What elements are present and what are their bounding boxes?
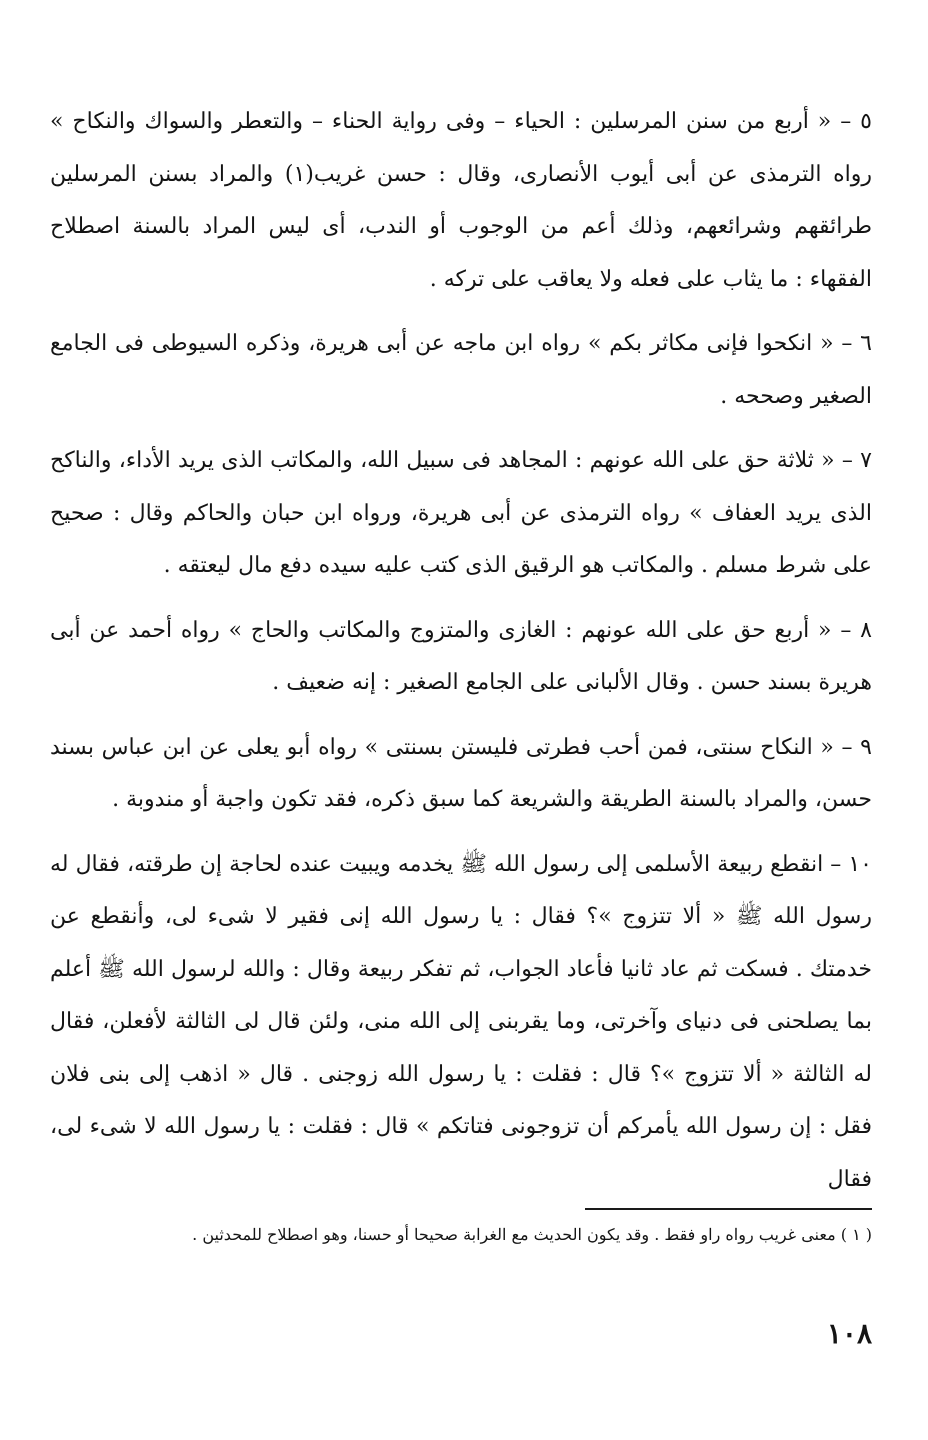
hadith-paragraph-6: ٦ – « انكحوا فإنى مكاثر بكم » رواه ابن ماجه عن أبى هريرة، وذكره السيوطى فى الجامع الصغير وصححه . [50,331,872,409]
main-text [50,96,872,1218]
hadith-paragraph-7: ٧ – « ثلاثة حق على الله عونهم : المجاهد فى سبيل الله، والمكاتب الذى يريد الأداء، والناكح الذى يريد العفاف » رواه الترمذى عن أبى هريرة، ورواه ابن حبان والحاكم وقال : صحيح على شرط مسلم . والمكاتب هو الرقيق الذى كتب عليه سيده دفع مال ليعتقه . [50,448,872,578]
hadith-paragraph-8: ٨ – « أربع حق على الله عونهم : الغازى والمتزوج والمكاتب والحاج » رواه أحمد عن أبى هريرة بسند حسن . وقال الألبانى على الجامع الصغير : إنه ضعيف . [50,617,872,695]
hadith-paragraph-10: ١٠ – انقطع ربيعة الأسلمى إلى رسول الله ﷺ يخدمه ويبيت عنده لحاجة إن طرقته، فقال له رسول الله ﷺ « ألا تتزوج »؟ فقال : يا رسول الله إنى فقير لا شىء لى، وأنقطع عن خدمتك . فسكت ثم عاد ثانيا فأعاد الجواب، ثم تفكر ربيعة وقال : والله لرسول الله ﷺ أعلم بما يصلحنى فى دنياى وآخرتى، وما يقربنى إلى الله منى، ولئن قال لى الثالثة لأفعلن، فقال له الثالثة « ألا تتزوج »؟ قال : فقلت : يا رسول الله زوجنى . قال « اذهب إلى بنى فلان فقل : إن رسول الله يأمركم أن تزوجونى فتاتكم » قال : فقلت : يا رسول الله لا شىء لى، فقال [50,851,872,1192]
hadith-paragraph-5: ٥ – « أربع من سنن المرسلين : الحياء – وفى رواية الحناء – والتعطر والسواك والنكاح » رواه الترمذى عن أبى أيوب الأنصارى، وقال : حسن غريب(١) والمراد بسنن المرسلين طرائقهم وشرائعهم، وذلك أعم من الوجوب أو الندب، أى ليس المراد بالسنة اصطلاح الفقهاء : ما يثاب على فعله ولا يعاقب على تركه . [50,109,872,292]
footnote-divider [585,1208,872,1210]
hadith-paragraph-9: ٩ – « النكاح سنتى، فمن أحب فطرتى فليستن بسنتى » رواه أبو يعلى عن ابن عباس بسند حسن، والمراد بالسنة الطريقة والشريعة كما سبق ذكره، فقد تكون واجبة أو مندوبة . [50,734,872,812]
footnote: ( ١ ) معنى غريب رواه راو فقط . وقد يكون الحديث مع الغرابة صحيحا أو حسنا، وهو اصطلاح للمحدثين . [192,1225,872,1244]
page-number: ١٠٨ [826,1317,872,1350]
